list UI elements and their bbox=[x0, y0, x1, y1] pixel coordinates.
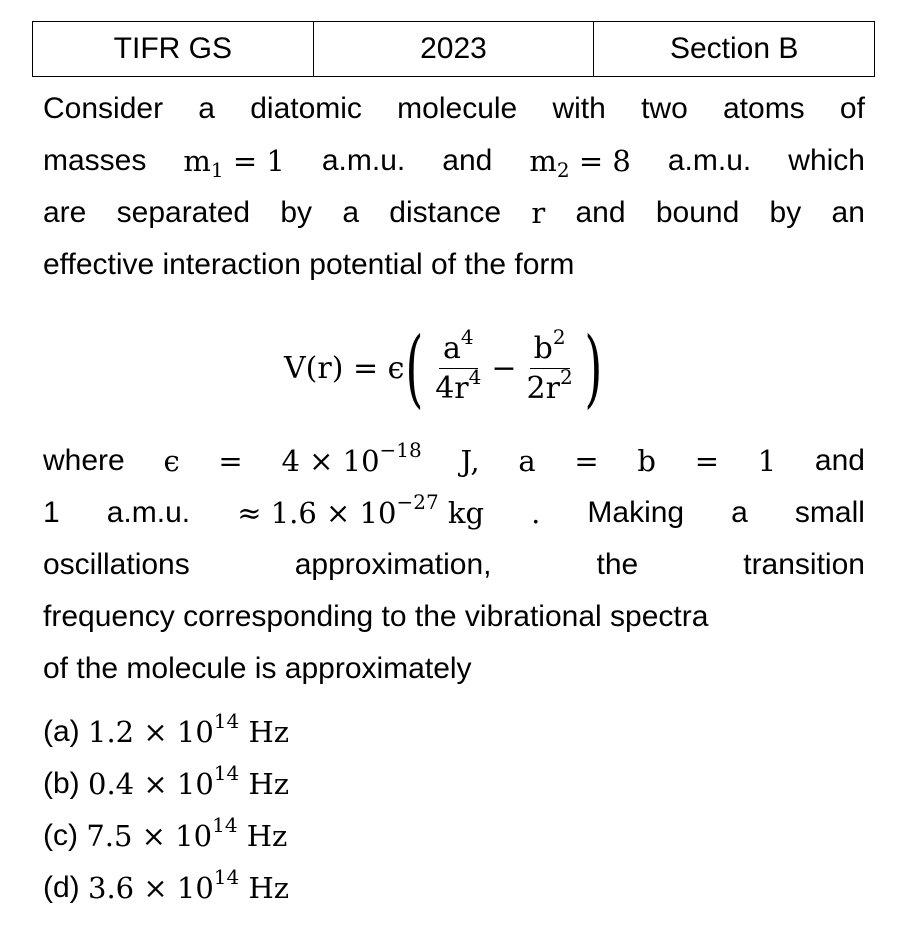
word: and bbox=[814, 444, 865, 477]
option-value: $3.6 \times 10^{14}$ Hz bbox=[88, 865, 290, 905]
option-b[interactable] bbox=[43, 758, 289, 810]
fraction-1-numerator: $a^4$ bbox=[439, 331, 478, 369]
fraction-2-numerator: $b^2$ bbox=[530, 331, 570, 369]
question-line-6 bbox=[43, 487, 865, 539]
minus-sign: − bbox=[491, 350, 517, 386]
unit: a.m.u. bbox=[106, 496, 191, 529]
math-a: a bbox=[518, 444, 536, 478]
math-eq: = bbox=[218, 444, 243, 478]
word: and bbox=[442, 144, 493, 177]
question-line-8 bbox=[43, 591, 865, 643]
header-section: Section B bbox=[669, 32, 799, 65]
question-line-7 bbox=[43, 539, 865, 591]
word: with bbox=[552, 92, 606, 125]
mass-2-expr: $m_2 = 8$ bbox=[529, 144, 631, 182]
question-text bbox=[43, 83, 865, 291]
left-paren: ( bbox=[405, 319, 424, 417]
question-line-5 bbox=[43, 435, 865, 487]
unit: a.m.u. bbox=[667, 144, 752, 177]
amu-value: ≈ $1.6 \times 10^{-27}$ kg bbox=[237, 490, 485, 530]
word: which bbox=[788, 144, 865, 177]
word: diatomic bbox=[250, 92, 362, 125]
word: transition bbox=[743, 548, 865, 581]
word: 1 bbox=[43, 496, 60, 529]
word: an bbox=[831, 196, 865, 229]
question-line-2 bbox=[43, 135, 865, 187]
text: effective interaction potential of the form bbox=[43, 248, 575, 281]
math-eps: ϵ bbox=[163, 444, 180, 478]
fraction-1 bbox=[431, 324, 485, 406]
question-line-1 bbox=[43, 83, 865, 135]
word: approximation, bbox=[294, 548, 492, 581]
fraction-2 bbox=[523, 324, 577, 406]
mass-1-expr: $m_1 = 1$ bbox=[183, 144, 285, 182]
word: masses bbox=[43, 144, 147, 177]
math-b: b bbox=[637, 444, 656, 478]
word: by bbox=[280, 196, 313, 229]
option-value: $0.4 \times 10^{14}$ Hz bbox=[88, 761, 290, 801]
question-text-cont bbox=[43, 435, 865, 695]
word: atoms bbox=[722, 92, 805, 125]
option-a[interactable] bbox=[43, 706, 289, 758]
header-table bbox=[32, 21, 875, 77]
word: and bbox=[575, 196, 626, 229]
word: distance bbox=[389, 196, 502, 229]
option-label: (a) bbox=[43, 715, 80, 748]
word: a bbox=[342, 196, 360, 229]
option-label: (b) bbox=[43, 767, 80, 800]
word: bound bbox=[655, 196, 740, 229]
formula-lhs: V(r) = ϵ bbox=[284, 350, 405, 386]
text: frequency corresponding to the vibrational spectra bbox=[43, 600, 709, 633]
right-paren: ) bbox=[584, 319, 603, 417]
word: are bbox=[43, 196, 87, 229]
option-value: $7.5 \times 10^{14}$ Hz bbox=[86, 813, 288, 853]
question-line-9 bbox=[43, 643, 865, 695]
fraction-1-denominator: $4r^4$ bbox=[435, 364, 482, 406]
text: of the molecule is approximately bbox=[43, 652, 472, 685]
word: small bbox=[794, 496, 865, 529]
math-eq: = bbox=[574, 444, 599, 478]
header-exam: TIFR GS bbox=[33, 22, 314, 76]
math-eq: = bbox=[694, 444, 719, 478]
option-label: (d) bbox=[43, 871, 80, 904]
period: . bbox=[531, 496, 541, 530]
question-line-4 bbox=[43, 239, 865, 291]
option-value: $1.2 \times 10^{14}$ Hz bbox=[88, 709, 290, 749]
option-label: (c) bbox=[43, 819, 78, 852]
word: oscillations bbox=[43, 548, 190, 581]
option-d[interactable] bbox=[43, 862, 289, 914]
word: molecule bbox=[397, 92, 518, 125]
word: Making bbox=[587, 496, 685, 529]
header-year: 2023 bbox=[314, 22, 595, 76]
word: of bbox=[839, 92, 865, 125]
word: separated bbox=[116, 196, 251, 229]
word: two bbox=[641, 92, 688, 125]
option-c[interactable] bbox=[43, 810, 287, 862]
eps-value: $4 \times 10^{-18}$ bbox=[281, 438, 422, 478]
word: a bbox=[198, 92, 215, 125]
word: where bbox=[43, 444, 125, 477]
unit-joule: J, bbox=[460, 444, 480, 478]
math-var: r bbox=[531, 196, 546, 230]
unit: a.m.u. bbox=[321, 144, 406, 177]
word: a bbox=[731, 496, 748, 529]
word: by bbox=[769, 196, 802, 229]
potential-formula bbox=[284, 318, 603, 418]
word: the bbox=[596, 548, 639, 581]
math-one: 1 bbox=[757, 444, 777, 478]
word: Consider bbox=[43, 92, 164, 125]
fraction-2-denominator: $2r^2$ bbox=[526, 364, 573, 406]
question-line-3 bbox=[43, 187, 865, 239]
